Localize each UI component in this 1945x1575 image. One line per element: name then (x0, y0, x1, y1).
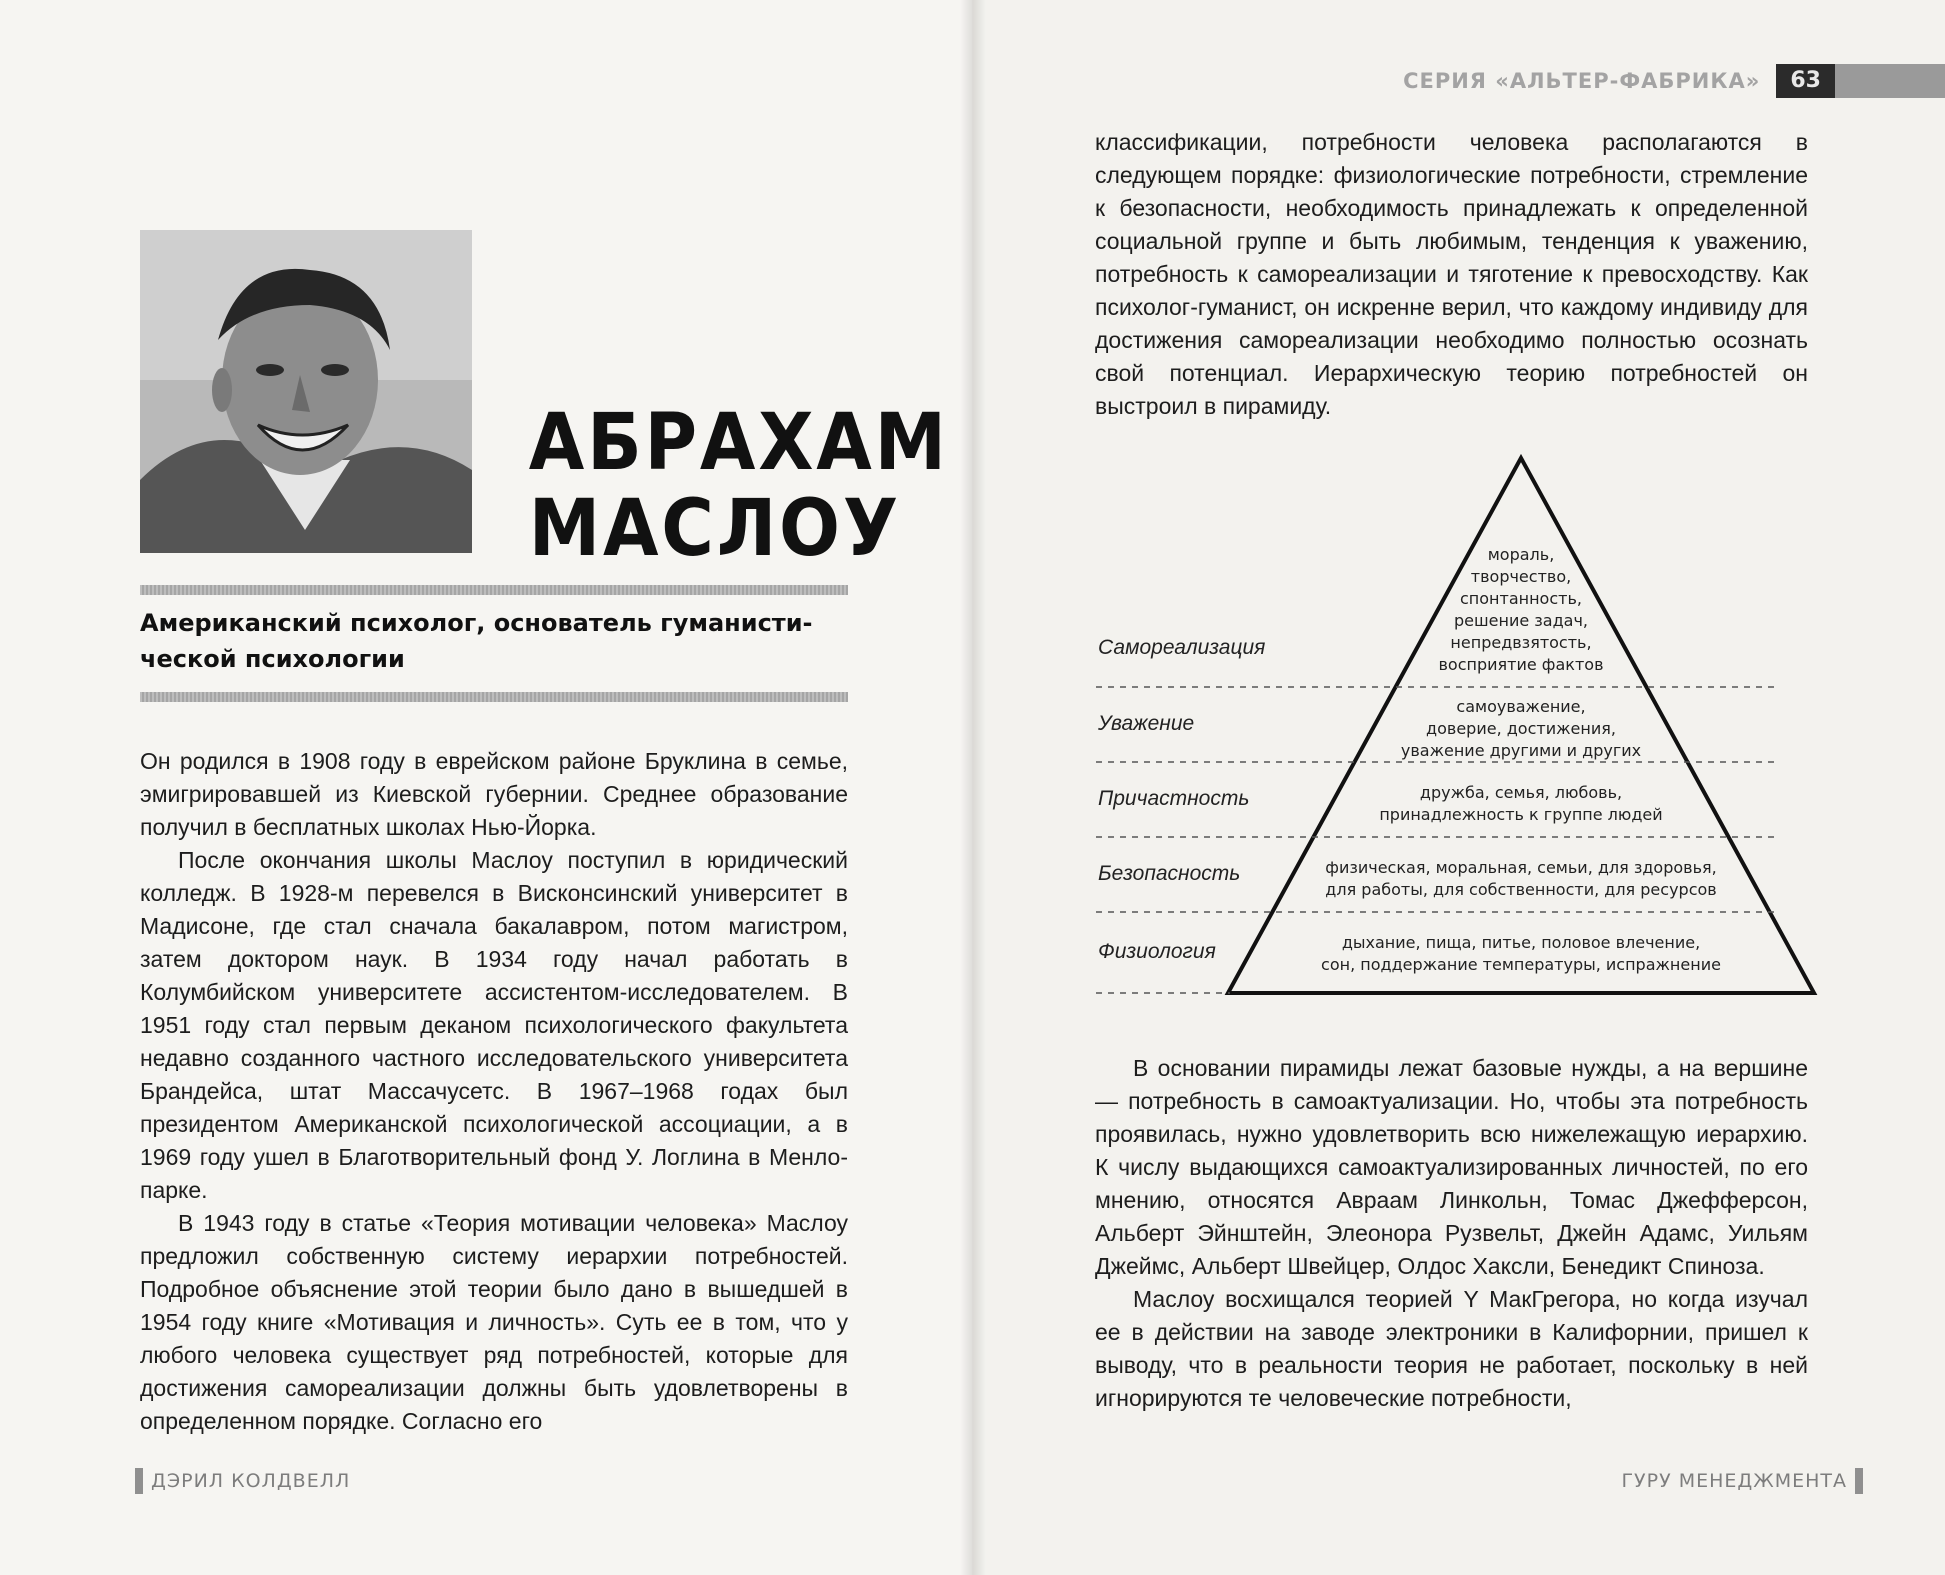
series-header (1403, 64, 1945, 98)
pyramid-text-line: принадлежность к группе людей (1379, 805, 1663, 824)
author-name (528, 398, 949, 574)
pyramid-label-self-actualization: Самореализация (1098, 636, 1266, 659)
paragraph: В 1943 году в статье «Теория мотивации человека» Маслоу предложил собственную систему иерархии потребностей. Подробное объяснение этой теории было дано в вышедшей в 1954 году книге «Мотивация и личность». Суть ее в том, что у любого человека существует ряд потребностей, которые для достижения самореализации должны быть удовлетворены в определенном порядке. Согласно его (140, 1210, 848, 1434)
pyramid-text-esteem (1321, 696, 1721, 762)
footer-bar (1855, 1468, 1863, 1494)
subtitle: Американский психолог, основатель гуманисти-ческой психологии (140, 609, 813, 673)
pyramid-text-line: восприятие фактов (1438, 655, 1604, 674)
footer-author: ДЭРИЛ КОЛДВЕЛЛ (151, 1470, 351, 1492)
pyramid-label-safety: Безопасность (1098, 862, 1241, 885)
pyramid-text-line: доверие, достижения, (1426, 719, 1616, 738)
pyramid-text-line: непредвзятость, (1450, 633, 1592, 652)
paragraph: В основании пирамиды лежат базовые нужды, а на вершине — потребность в самоактуализации. Но, чтобы эта потребность проявилась, нужно удовлетворить всю нижележащую иерархию. К числу выдающихся самоактуализированных личностей, по его мнению, относятся Авраам Линкольн, Томас Джефферсон, Альберт Эйнштейн, Элеонора Рузвельт, Джейн Адамс, Уильям Джеймс, Альберт Швейцер, Олдос Хаксли, Бенедикт Спиноза. (1095, 1055, 1808, 1279)
header-bar (1835, 64, 1945, 98)
pyramid-text-line: творчество, (1470, 567, 1572, 586)
pyramid-text-belonging (1271, 782, 1771, 826)
maslow-pyramid (1090, 450, 1820, 1010)
pyramid-text-line: самоуважение, (1456, 697, 1586, 716)
right-column-top (1095, 126, 1808, 423)
footer-left (135, 1468, 358, 1494)
page-number: 63 (1776, 64, 1835, 98)
book-gutter (960, 0, 986, 1575)
pyramid-label-physiology: Физиология (1098, 940, 1216, 963)
pyramid-label-esteem: Уважение (1098, 712, 1195, 735)
portrait-photo (140, 230, 472, 553)
footer-book-title: ГУРУ МЕНЕДЖМЕНТА (1621, 1470, 1847, 1492)
pyramid-label-belonging: Причастность (1098, 787, 1250, 810)
pyramid-text-line: мораль, (1487, 545, 1555, 564)
pyramid-text-physiology (1221, 932, 1821, 976)
right-column-bottom (1095, 1052, 1808, 1415)
paragraph: Маслоу восхищался теорией Y МакГрегора, но когда изучал ее в действии на заводе электроники в Калифорнии, пришел к выводу, что в реальности теория не работает, поскольку в ней игнорируются те человеческие потребности, (1095, 1286, 1808, 1411)
pyramid-text-line: решение задач, (1454, 611, 1588, 630)
divider-bottom (140, 692, 848, 702)
pyramid-text-safety (1221, 857, 1821, 901)
footer-bar (135, 1468, 143, 1494)
divider-top (140, 585, 848, 595)
author-name-line1: АБРАХАМ (528, 398, 949, 488)
pyramid-text-line: уважение другими и других (1400, 741, 1642, 760)
footer-right (1613, 1468, 1863, 1494)
pyramid-text-line: дыхание, пища, питье, половое влечение, (1341, 933, 1701, 952)
author-name-line2: МАСЛОУ (528, 484, 901, 574)
pyramid-text-line: дружба, семья, любовь, (1419, 783, 1623, 802)
paragraph: Он родился в 1908 году в еврейском районе Бруклина в семье, эмигрировавшей из Киевской губернии. Среднее образование получил в бесплатных школах Нью-Йорка. (140, 748, 848, 840)
paragraph: После окончания школы Маслоу поступил в юридический колледж. В 1928-м перевелся в Висконсинский университет в Мадисоне, где стал сначала бакалавром, потом магистром, затем доктором наук. В 1934 году начал работать в Колумбийском университете ассистентом-исследователем. В 1951 году стал первым деканом психологического факультета недавно созданного частного исследовательского университета Брандейса, штат Массачусетс. В 1967–1968 годах был президентом Американской психологической ассоциации, а в 1969 году ушел в Благотворительный фонд У. Логлина в Менло-парке. (140, 847, 848, 1203)
pyramid-text-line: спонтанность, (1460, 589, 1582, 608)
series-title: СЕРИЯ «АЛЬТЕР-ФАБРИКА» (1403, 69, 1761, 93)
pyramid-text-line: физическая, моральная, семьи, для здоровья, (1325, 858, 1717, 877)
pyramid-text-line: сон, поддержание температуры, испражнение (1321, 955, 1721, 974)
left-column (140, 745, 848, 1438)
pyramid-text-self-actualization (1371, 544, 1671, 676)
paragraph: классификации, потребности человека располагаются в следующем порядке: физиологические потребности, стремление к безопасности, необходимость принадлежать к определенной социальной группе и быть любимым, тенденция к уважению, потребность к самореализации и тяготение к превосходству. Как психолог-гуманист, он искренне верил, что каждому индивиду для достижения самореализации необходимо полностью осознать свой потенциал. Иерархическую теорию потребностей он выстроил в пирамиду. (1095, 129, 1808, 419)
pyramid-text-line: для работы, для собственности, для ресурсов (1325, 880, 1717, 899)
portrait-icon (140, 230, 472, 553)
